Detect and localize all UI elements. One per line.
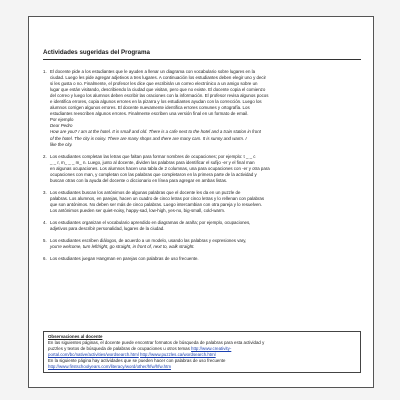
notes-text: puzzles y textos de búsqueda de palabras de ocupaciones u otros temas [48,346,190,351]
item-number: 2. [43,153,47,159]
activity-item-1 [43,69,360,148]
text-line: e identifica errores, copia algunos errores en la pizarra y los estudiantes ayudan con la corrección. Luego los [50,99,262,105]
item-text [50,154,360,184]
text-line: Los estudiantes organizan el vocabulario aprendido en diagramas de araña; por ejemplo, ocupaciones, [50,220,251,226]
puzzles-ca-link[interactable]: http://www.puzzles.ca/wordsearch.html [140,352,216,357]
item-number: 3. [43,189,47,195]
text-line: palabras. Los alumnos, en parejas, hacen un cuadro de cinco letras por cinco letras y lo rellenan con palabras [50,195,265,201]
text-line: buscan otras con la ayuda del docente o diccionario en línea para agregar en ambas listas. [50,177,228,183]
activity-list [43,69,360,268]
item-text [50,190,360,214]
creativity-portal-link[interactable]: http://www.creativity- [191,346,232,351]
text-line: Los estudiantes escriben diálogos, de acuerdo a un modelo, usando las palabras y expresiones vary, [50,238,247,244]
text-line: si les gusta o no. Finalmente, el profesor les dice que escribirán un correo electrónico a un amigo sobre un [50,81,258,87]
text-line: del correo y luego los alumnos deben escribir las oraciones con la información. El profesor revisa algunos pocos [50,93,269,99]
example-line: like the city. [50,141,73,147]
text-line: adjetivos para describir personalidad, lugares de la ciudad. [50,226,165,232]
text-line: estudiantes reescriben algunos errores. Finalmente escriben una versión final en un formato de email. [50,111,249,117]
text-line: ocupaciones con man, y completan con las palabras que completaron en la primera parte de la actividad y [50,171,257,177]
item-text [50,256,360,262]
text-line: en algunas ocupaciones. Los alumnos hacen una tabla de 2 columnas, una para ocupaciones con -er y otra para [50,165,270,171]
activity-item-5 [43,238,360,250]
item-number: 1. [43,69,47,74]
text-line: _ _ r, m_ _ _ m_ n. Luego, junto al docente, dividen las palabras para identificar el sufijo -er y el final man [50,159,255,165]
activity-item-6 [43,256,360,262]
text-line: ciudad. Luego les pide agregar adjetivos a tres lugares. A continuación los estudiantes deben elegir uno y decir [50,75,267,81]
notes-title: Observaciones al docente [48,334,103,339]
text-line: Los antónimos pueden ser quiet-noisy, happy-sad, low-high, yes-no, big-small, cold-warm. [50,207,226,213]
text-line: Los estudiantes buscan los antónimos de algunas palabras que el docente les da en un puzzle de [50,189,241,195]
text-line: alumnos corrigen algunos errores. El docente nuevamente identifica errores comunes y ortografía. Los [50,105,250,111]
item-text [50,238,360,250]
notes-line: En las siguientes páginas, el docente puede encontrar formatos de búsqueda de palabras para esta actividad y [48,340,265,345]
firstschoolyears-link[interactable]: http://www.firstschoolyears.com/literacy/word/other/hfw/hfw.htm [48,364,171,369]
activity-item-2 [43,154,360,184]
text-line: lugar que están visitando, describiendo la ciudad que visitan, pero que no existe. El docente copia el comienzo [50,87,266,93]
item-number: 4. [43,220,47,226]
document-page [28,16,374,388]
text-line: Los estudiantes juegan Hangman en parejas con palabras de uso frecuente. [50,256,199,262]
item-text [50,69,360,148]
section-heading: Actividades sugeridas del Programa [43,49,150,56]
item-text [50,220,360,232]
text-line: que son antónimos. No deben ser más de cinco palabras. Luego intercambian con otra pareja y lo resuelven. [50,201,263,207]
notes-line: En la siguiente página hay actividades que se pueden hacer con palabras de uso frecuente [48,358,226,363]
text-line: Los estudiantes completan las letras que faltan para formar nombres de ocupaciones; por ejemplo: t _ _ c [50,153,256,159]
example-salutation: Dear Pedro [50,123,73,129]
text-line: El docente pide a los estudiantes que le ayuden a llenar un diagrama con vocabulario sobre lugares en la [50,69,256,74]
activity-item-3 [43,190,360,214]
example-line: of the hotel. The city is noisy. There are many shops and there are many cars. It is sunny and warm. I [50,135,247,141]
text-line: you're welcome, turn left/right, go straight, in front of, next to, walk straight. [50,244,195,250]
example-label: Por ejemplo [50,117,74,123]
creativity-portal-link-cont[interactable]: portal.com/bc/native/activities/wordsearch.html [48,352,139,357]
teacher-notes-box [43,331,361,373]
activity-item-4 [43,220,360,232]
item-number: 5. [43,238,47,244]
item-number: 6. [43,256,47,262]
notes-line [48,364,356,370]
heading-divider [43,59,361,60]
example-line: How are you? I am at the hotel. It is small and old. There is a cafe next to the hotel and a train station in front [50,129,261,135]
